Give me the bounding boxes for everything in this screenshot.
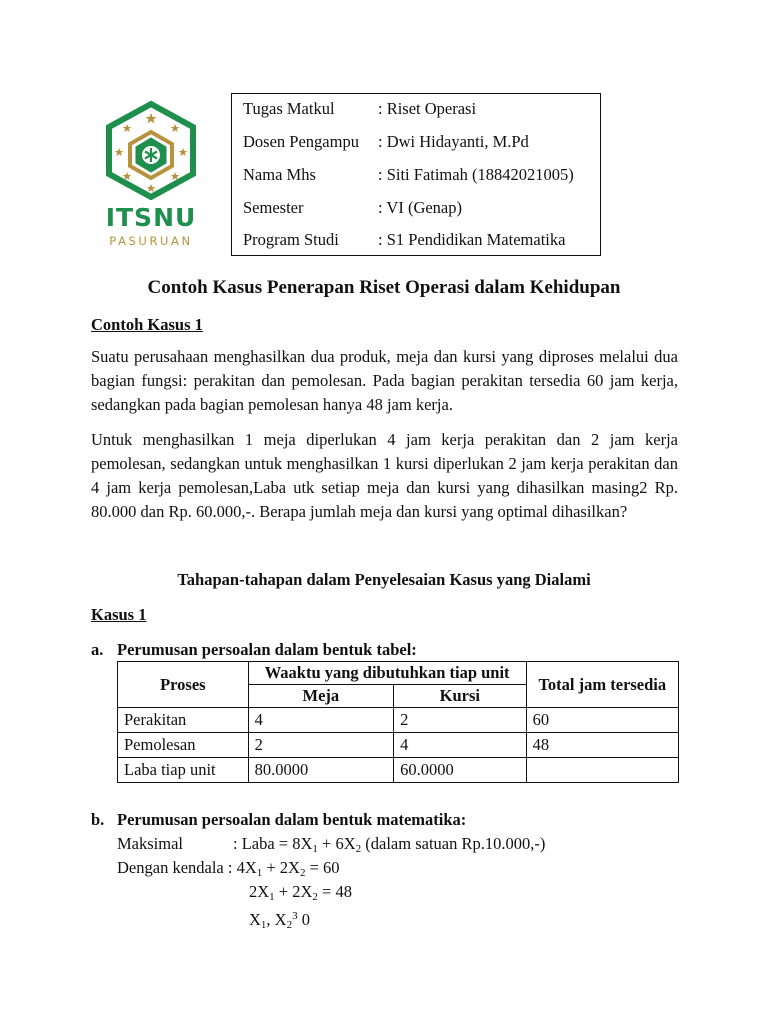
info-label: Tugas Matkul [243,99,335,118]
cell-kursi: 60.0000 [394,758,527,783]
step-label: Perumusan persoalan dalam bentuk tabel: [117,640,417,659]
table-row [118,758,679,783]
problem-table [117,661,679,783]
subscript: 2 [299,867,306,879]
case-paragraph-1: Suatu perusahaan menghasilkan dua produk, meja dan kursi yang diproses melalui dua bagian fungsi: perakitan dan pemolesan. Pada bagian perakitan tersedia 60 jam kerja, sedangkan pada bagian pemolesan hanya 48 jam kerja. [91,347,678,414]
subscript: 2 [286,919,293,931]
assignment-info-box [231,93,601,256]
kasus-heading: Kasus 1 [91,605,147,624]
cell-total: 48 [526,733,678,758]
cell-proses: Pemolesan [118,733,249,758]
constraint-1 [117,858,340,883]
formula-part: 0 [297,910,310,929]
formula-part: Dengan kendala : 4X [117,858,257,877]
logo-city: PASURUAN [109,234,193,248]
table-row [118,733,679,758]
cell-kursi: 2 [394,708,527,733]
col-waktu: Waaktu yang dibutuhkan tiap unit [248,662,526,685]
table-row [118,708,679,733]
subscript: 1 [256,867,263,879]
subscript: 2 [312,891,318,903]
cell-proses: Laba tiap unit [118,758,249,783]
subscript: 1 [260,919,267,931]
step-letter: a. [91,640,104,659]
cell-kursi: 4 [394,733,527,758]
objective-label: Maksimal [117,834,183,853]
info-value: : Siti Fatimah (18842021005) [378,165,574,184]
non-negativity [249,906,310,935]
formula-part: (dalam satuan Rp.10.000,-) [361,834,546,853]
steps-title: Tahapan-tahapan dalam Penyelesaian Kasus yang Dialami [177,570,591,589]
formula-part: = 48 [317,882,352,901]
col-kursi: Kursi [394,685,527,708]
cell-meja: 4 [248,708,393,733]
formula-part: 2X [249,882,270,901]
formula-part: X [249,910,261,929]
itsnu-logo [98,100,204,255]
info-label: Semester [243,198,304,217]
superscript: 3 [292,910,298,922]
cell-meja: 80.0000 [248,758,393,783]
step-a-heading [91,640,417,660]
step-letter: b. [91,810,105,829]
cell-total [526,758,678,783]
document-title: Contoh Kasus Penerapan Riset Operasi dalam Kehidupan [147,277,621,298]
table-header-row [118,662,679,685]
hexagon-star-emblem-icon [98,100,204,200]
case-paragraph-2: Untuk menghasilkan 1 meja diperlukan 4 jam kerja perakitan dan 2 jam kerja pemolesan, sedangkan untuk menghasilkan 1 kursi diperlukan 2 jam kerja perakitan dan 4 jam kerja pemolesan,Laba utk setiap meja dan kursi yang dihasilkan masing2 Rp. 80.000 dan Rp. 60.000,-. Berapa jumlah meja dan kursi yang optimal dihasilkan? [91,430,678,521]
col-total: Total jam tersedia [526,662,678,708]
constraint-2 [249,882,352,907]
formula-part: : Laba = 8X [233,834,313,853]
case-heading: Contoh Kasus 1 [91,315,203,334]
formula-part: + 2X [262,858,300,877]
cell-meja: 2 [248,733,393,758]
formula-part: + 6X [317,834,356,853]
info-label: Program Studi [243,230,339,249]
info-value: : S1 Pendidikan Matematika [378,230,566,249]
subscript: 2 [355,843,362,855]
cell-proses: Perakitan [118,708,249,733]
subscript: 1 [312,843,318,855]
info-label: Dosen Pengampu [243,132,359,151]
formula-part: = 60 [305,858,340,877]
col-proses: Proses [118,662,249,708]
logo-name: ITSNU [105,203,197,232]
cell-total: 60 [526,708,678,733]
info-value: : Riset Operasi [378,99,477,118]
info-value: : Dwi Hidayanti, M.Pd [378,132,529,151]
subscript: 1 [269,891,275,903]
objective-function [233,834,545,859]
step-b-heading [91,810,466,830]
info-value: : VI (Genap) [378,198,462,217]
formula-part: + 2X [274,882,313,901]
col-meja: Meja [248,685,393,708]
formula-part: , X [266,910,287,929]
step-label: Perumusan persoalan dalam bentuk matematika: [117,810,467,829]
info-label: Nama Mhs [243,165,316,184]
